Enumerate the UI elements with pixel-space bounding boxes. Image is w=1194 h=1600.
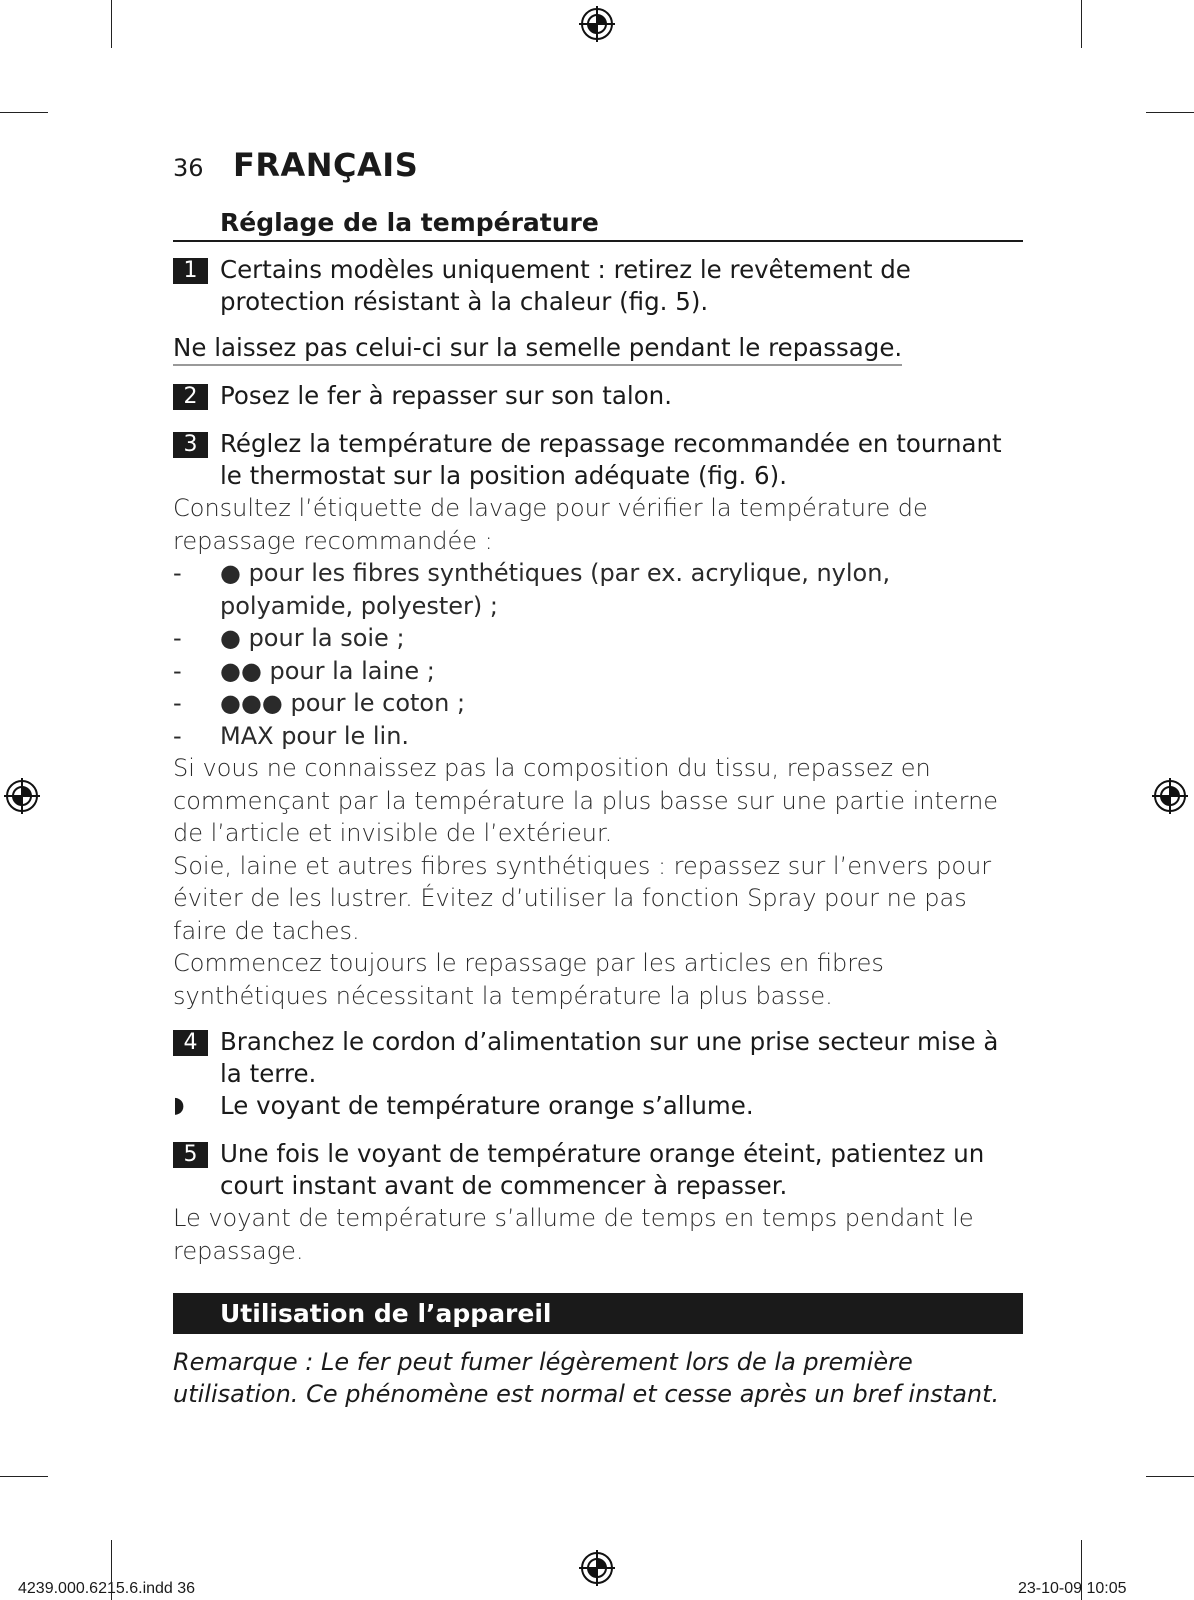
result-line [173, 1090, 1023, 1122]
unknown-fabric-text: Si vous ne connaissez pas la composition du tissu, repassez en commençant par la température la plus basse sur une partie interne de l’article et invisible de l’extérieur. [173, 754, 999, 847]
page-number: 36 [173, 154, 204, 182]
crop-mark [111, 0, 112, 48]
registration-mark-icon [579, 1550, 615, 1586]
step-text: Réglez la température de repassage recommandée en tournant le thermostat sur la position adéquate (fig. 6). [220, 429, 1002, 490]
page-content [173, 140, 1023, 1410]
step-5 [173, 1138, 1023, 1202]
silk-wool-text: Soie, laine et autres fibres synthétiques : repassez sur l’envers pour éviter de les lustrer. Évitez d’utiliser la fonction Spray pour ne pas faire de taches. [173, 851, 992, 945]
step-number: 2 [173, 384, 208, 410]
step-1 [173, 254, 1023, 318]
light-note-text: Le voyant de température s’allume de temps en temps pendant le repassage. [173, 1204, 974, 1265]
step-text: Posez le fer à repasser sur son talon. [220, 381, 672, 410]
step-text: Branchez le cordon d’alimentation sur une prise secteur mise à la terre. [220, 1027, 999, 1088]
list-item: - MAX pour le lin. [173, 721, 410, 750]
step-text: Une fois le voyant de température orange éteint, patientez un court instant avant de commencer à repasser. [220, 1139, 985, 1200]
step-number: 1 [173, 258, 208, 284]
registration-mark-icon [4, 778, 40, 814]
step-number: 4 [173, 1030, 208, 1056]
warning-text: Ne laissez pas celui-ci sur la semelle pendant le repassage. [173, 332, 902, 366]
language-title: FRANÇAIS [233, 146, 419, 184]
step-number: 3 [173, 432, 208, 458]
step-text: Certains modèles uniquement : retirez le revêtement de protection résistant à la chaleur (fig. 5). [220, 255, 911, 316]
temperature-list [173, 557, 1023, 752]
list-item: - ●● pour la laine ; [173, 656, 435, 685]
step-2 [173, 380, 1023, 412]
crop-mark [0, 112, 48, 113]
list-item: - ● pour les fibres synthétiques (par ex. acrylique, nylon, polyamide, polyester) ; [173, 559, 891, 620]
consult-text: Consultez l’étiquette de lavage pour vérifier la température de repassage recommandée : [173, 494, 928, 555]
warning-block [173, 332, 1023, 366]
list-item: - ● pour la soie ; [173, 624, 405, 652]
section-banner: Utilisation de l’appareil [173, 1293, 1023, 1334]
step-4 [173, 1026, 1023, 1090]
step-3 [173, 428, 1023, 492]
crop-mark [1081, 0, 1082, 48]
section-title: Réglage de la température [173, 208, 1023, 242]
result-arrow-icon: ◗ [173, 1093, 185, 1118]
registration-mark-icon [1152, 778, 1188, 814]
page-header [173, 140, 1023, 196]
footer-filename: 4239.000.6215.6.indd 36 [18, 1580, 196, 1597]
footer-datetime: 23-10-09 10:05 [1018, 1580, 1127, 1597]
list-item: - ●●● pour le coton ; [173, 689, 466, 717]
step-number: 5 [173, 1142, 208, 1168]
registration-mark-icon [579, 6, 615, 42]
start-synthetic-text: Commencez toujours le repassage par les articles en fibres synthétiques nécessitant la température la plus basse. [173, 949, 884, 1010]
result-text: Le voyant de température orange s’allume. [220, 1091, 754, 1120]
remark-text: Remarque : Le fer peut fumer légèrement lors de la première utilisation. Ce phénomène est normal et cesse après un bref instant. [173, 1348, 1000, 1408]
crop-mark [1146, 112, 1194, 113]
crop-mark [1146, 1476, 1194, 1477]
crop-mark [0, 1476, 48, 1477]
